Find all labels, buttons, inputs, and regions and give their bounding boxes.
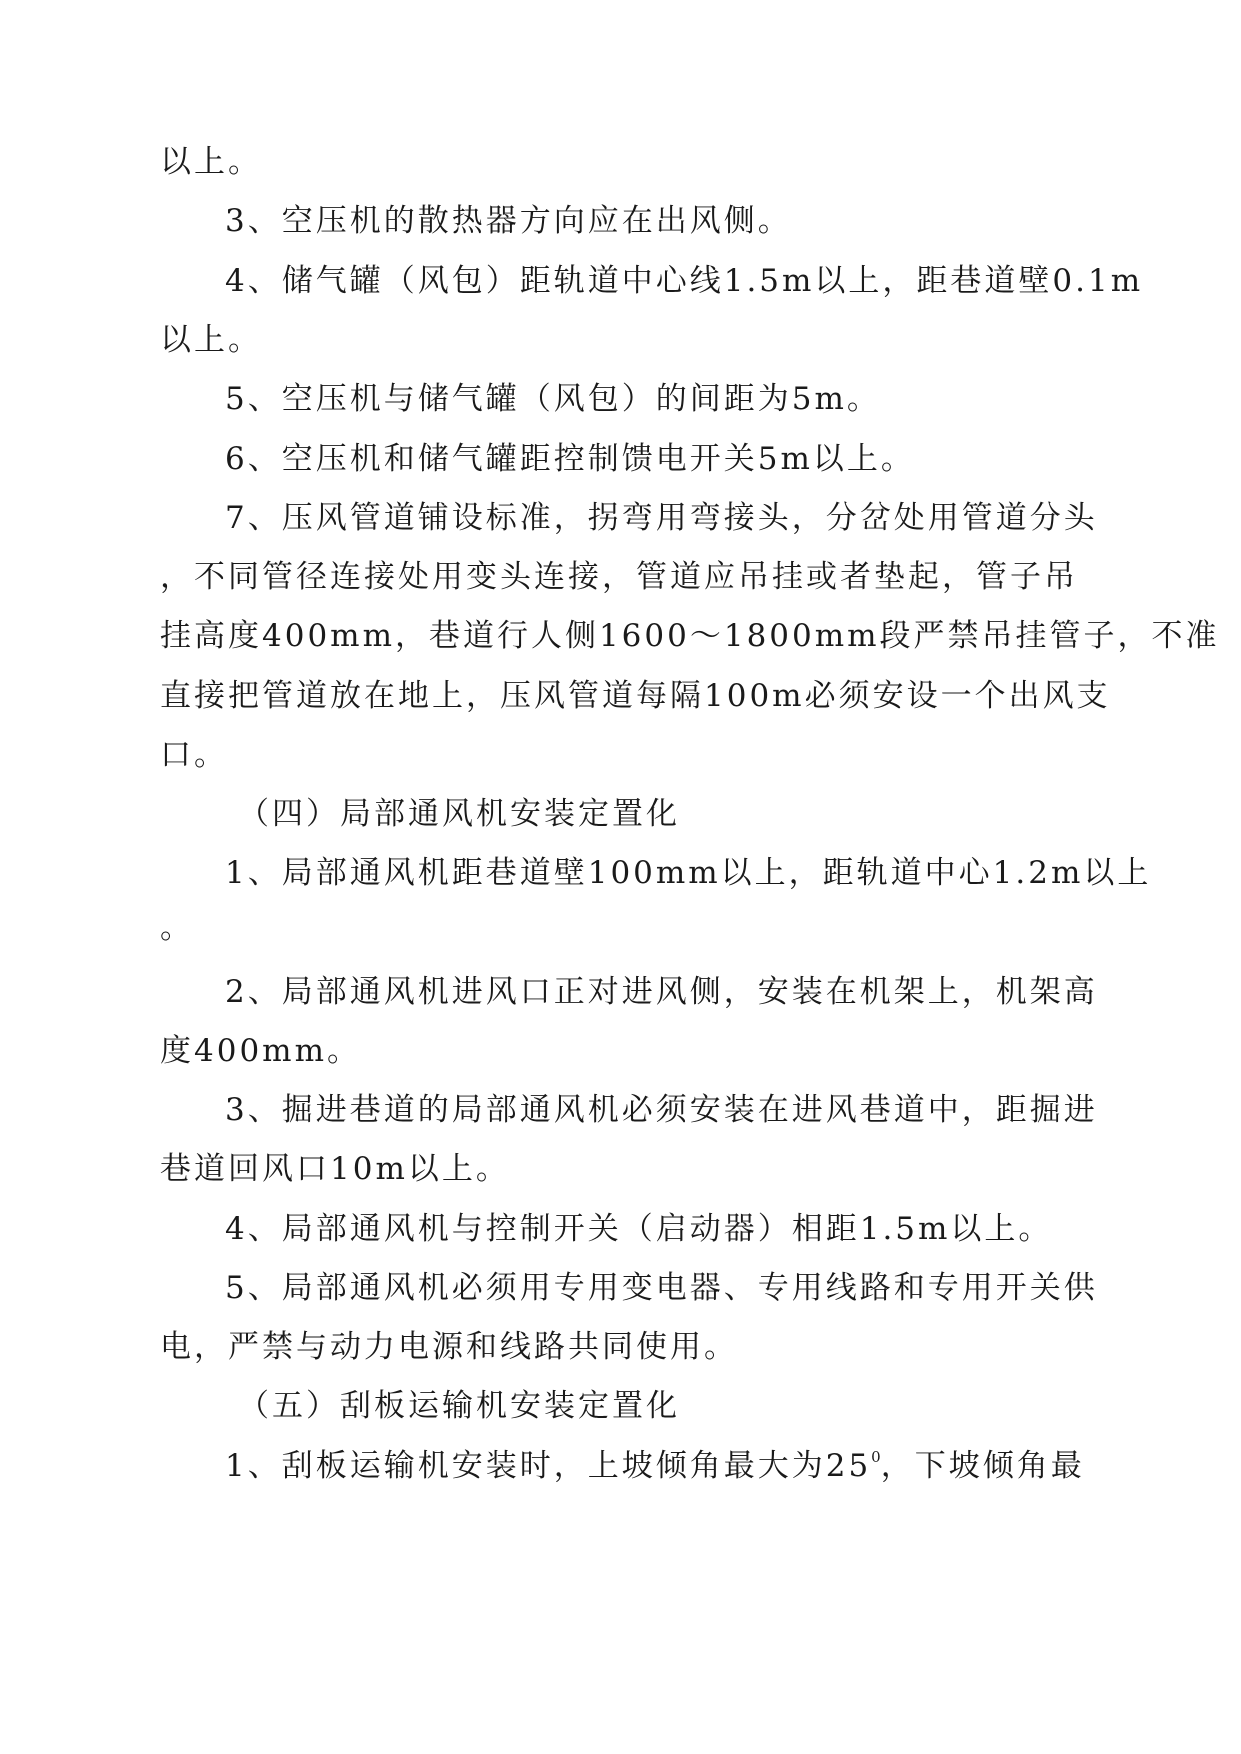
paragraph-line: 口。	[160, 737, 228, 773]
paragraph-line: 直接把管道放在地上，压风管道每隔100m必须安设一个出风支	[160, 678, 1111, 714]
paragraph-line: 7、压风管道铺设标准，拐弯用弯接头，分岔处用管道分头	[225, 500, 1098, 536]
paragraph-line: 4、局部通风机与控制开关（启动器）相距1.5m以上。	[225, 1211, 1053, 1247]
paragraph-line: 5、局部通风机必须用专用变电器、专用线路和专用开关供	[225, 1270, 1098, 1306]
line-text: ，下坡倾角最	[880, 1448, 1085, 1484]
paragraph-line: 6、空压机和储气罐距控制馈电开关5m以上。	[225, 441, 915, 477]
paragraph-line: 巷道回风口10m以上。	[160, 1151, 510, 1187]
paragraph-line: 3、空压机的散热器方向应在出风侧。	[225, 203, 792, 239]
paragraph-line: 1、局部通风机距巷道壁100mm以上，距轨道中心1.2m以上	[225, 855, 1152, 891]
section-heading: （四）局部通风机安装定置化	[238, 796, 680, 832]
paragraph-line: 5、空压机与储气罐（风包）的间距为5m。	[225, 381, 881, 417]
paragraph-line: 以上。	[160, 144, 262, 180]
paragraph-line: 4、储气罐（风包）距轨道中心线1.5m以上，距巷道壁0.1m	[225, 263, 1144, 299]
line-text: 1、刮板运输机安装时，上坡倾角最大为25	[225, 1448, 872, 1484]
paragraph-line: 3、掘进巷道的局部通风机必须安装在进风巷道中，距掘进	[225, 1092, 1098, 1128]
degree-superscript: 0	[871, 1448, 881, 1466]
section-heading: （五）刮板运输机安装定置化	[238, 1388, 680, 1424]
paragraph-line: 。	[160, 910, 194, 946]
paragraph-line	[225, 1446, 1085, 1486]
paragraph-line: 2、局部通风机进风口正对进风侧，安装在机架上，机架高	[225, 974, 1098, 1010]
paragraph-line: 以上。	[160, 322, 262, 358]
paragraph-line: 度400mm。	[160, 1033, 361, 1069]
paragraph-line: 电，严禁与动力电源和线路共同使用。	[160, 1329, 738, 1365]
paragraph-line: 挂高度400mm，巷道行人侧1600～1800mm段严禁吊挂管子，不准	[160, 618, 1220, 654]
paragraph-line: ，不同管径连接处用变头连接，管道应吊挂或者垫起，管子吊	[160, 559, 1078, 595]
